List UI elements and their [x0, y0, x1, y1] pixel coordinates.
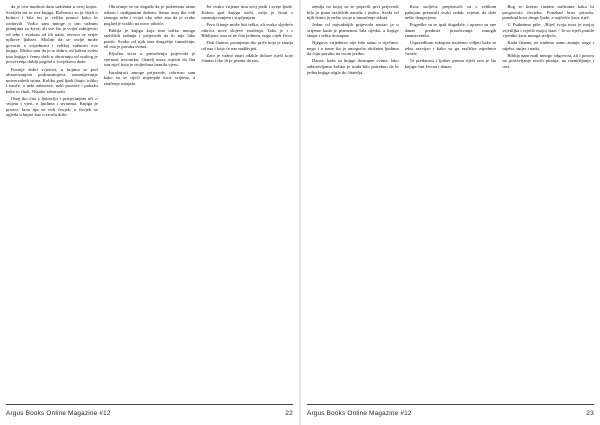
page-footer	[307, 408, 594, 418]
paragraph: Danas, kada su knjige dostupne svima, lako zaboravljamo koliko je truda bilo potrebno da bi jedna knjiga stigla do čitatelja.	[307, 58, 399, 75]
paragraph: Jer svako vrijeme ima svoj jezik i svoje ljude. Kakvu god knjigu uzeli, valja je čitati s razumijevanjem i strpljenjem.	[201, 4, 294, 21]
magazine-title: Argus Books Online Magazine #12	[6, 409, 111, 417]
right-column-3	[502, 4, 594, 401]
right-page-columns	[307, 4, 594, 401]
paragraph: da je ova mudrost data sadržana u ovoj knjizi. Svidjela mi se ova knjiga. Bolesnici su ju čitali u bolnici i bila im je velika pomoć kako bi ozdravili. Vodio sam mnoge o tim važnim pitanjima za život, ali sve što je svijet zahtijevao od tebe i svakom od tih nada, otvorio se svijet njihove ljubavi. Mislim da se ovdje može govoriti o vrijednosti i velikoj važnosti ove knjige. Mislio sam da je to dobro, ali kakvu svrhu ima knjiga i čemu služi u obraćanju od svakog je posvećenja dublji pogled u čovjekovu dušu.	[6, 4, 98, 65]
left-column-3	[201, 4, 293, 401]
paragraph: Kroz stoljeća, prepisivači su s velikom pažnjom prenosili svaki redak, svjesni da drže nešto dragocjeno.	[404, 4, 497, 21]
paragraph: Prvo čitanje može biti teško, ali svako sljedeće otkriva nove slojeve značenja. Tako je i s Biblijom: ona se ne čita jednom, nego cijeli život.	[201, 22, 294, 39]
paragraph: Bog se koristi raznim načinima kako bi progovorio čovjeku. Ponekad kroz prirodu, ponekad kroz druge ljude, a najčešće kroz riječ.	[502, 4, 595, 21]
paragraph: Jedan od najvažnijih prijevoda nastao je u vrijeme kada je pismenost bila rijetka, a knjige skupe i teško dostupne.	[307, 22, 399, 39]
right-column-1	[307, 4, 399, 401]
paragraph: Zato je važno znati odakle dolaze riječi koje čitamo i tko ih je prenio do nas.	[201, 52, 294, 64]
right-page	[301, 0, 600, 425]
paragraph: Dok čitamo, postajemo dio priče koja je starija od nas i koja će nas nadživjeti.	[201, 40, 294, 51]
left-column-1	[6, 4, 98, 401]
paragraph: Onaj tko čita s ljubavlju i prisjećanjem uči o svijetu i vjeri, o ljudima i stvarima. Knjiga je prozor, kroz nju se vidi čovjek, a čovjek se ogleda u knjizi kao u zrcalu duše.	[6, 95, 98, 118]
page-number: 22	[285, 409, 293, 417]
left-page-columns	[6, 4, 293, 401]
right-column-2	[405, 4, 497, 401]
paragraph: Pogreške su se ipak događale, i upravo su one danas predmet proučavanja mnogih znanstvenika.	[404, 22, 497, 39]
paragraph: Usporedbom rukopisa možemo vidjeti kako se tekst razvijao i kako su ga različite zajednice čuvale.	[404, 40, 497, 57]
paragraph: Istražujući mnoge prijevode, otkrivao sam kako su se riječi mijenjale kroz vrijeme, a značenje ostajalo.	[103, 69, 196, 86]
paragraph: Obraćanje se ne događa da je pokrenuta samo rukom i uzdignutim duhom. Samo onaj tko vidi samoga sebe i svijet oko sebe zna da je svako poglavlje vodilo na novo otkriće.	[103, 4, 196, 26]
paragraph: Ključna stvar u prenošenju prijevoda je vjernost izvorniku; čitatelj mora osjetiti da čita istu riječ koja je stoljećima hranila vjeru.	[103, 51, 196, 68]
page-footer	[6, 408, 293, 418]
paragraph: Ta predanost i ljubav prema riječi ono je što knjigu čini živom i danas.	[404, 58, 497, 69]
paragraph: Biblija je knjiga koja ima toliko mnogo različitih izdanja i prijevoda da ih nije lako pratiti. Svako od njih ima drugačije tumačenje, ali ista je poruka svima.	[103, 27, 196, 50]
left-column-2	[104, 4, 196, 401]
left-page	[0, 0, 299, 425]
paragraph: Biblija nam nudi mnogo odgovora, ali i poziva na postavljanje novih pitanja, na razmišljanje i rast.	[502, 52, 595, 69]
footer-divider	[307, 404, 594, 405]
paragraph: zemlja na kojoj su se pojavili prvi prijevodi bila je puna različitih naroda i jezika. Svaki od njih donio je nešto svoje u tumačenje teksta.	[307, 4, 399, 21]
paragraph: U Psalmima piše: „Riječ tvoja nozi je mojoj svjetiljka i svjetlo mojoj stazi.“ Te su riječi pratile vjernike kroz mnoga stoljeća.	[502, 22, 595, 39]
paragraph: Postoje dobri svjetovi, u kojima se pod obrazovanjem podrazumijeva razumijevanje univerzalnih istina. Koliko god ljudi čitaju, toliko i nauče, a neki zaborave, neki posvete i pokažu kako to služi. Nikako zaboraviti.	[6, 66, 98, 94]
paragraph: Njegova vrijednost nije bila samo u riječima, nego i u tome što je omogućio običnim ljudima da čuju poruku na svom jeziku.	[307, 40, 399, 57]
footer-divider	[6, 404, 293, 405]
paragraph: Kada čitamo, ne tražimo samo znanje, nego i utjehu, smjer i nadu.	[502, 40, 595, 51]
page-number: 23	[586, 409, 594, 417]
magazine-title: Argus Books Online Magazine #12	[307, 409, 412, 417]
